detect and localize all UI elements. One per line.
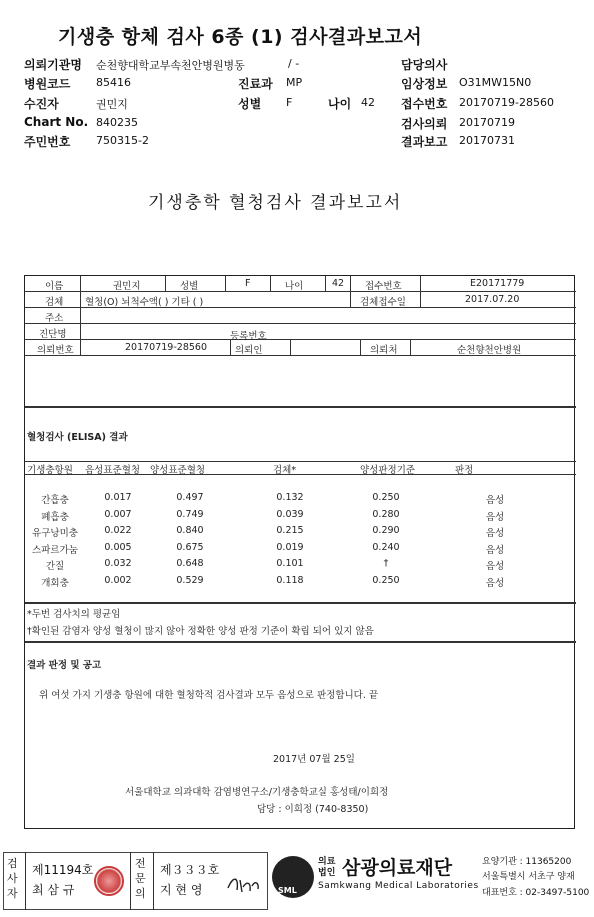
- result-cutoff: 0.250: [372, 492, 400, 503]
- footer: [0, 848, 594, 917]
- result-judge: 음성: [485, 561, 505, 572]
- examiner-label: 검사자: [7, 857, 18, 900]
- result-judge: 음성: [485, 544, 505, 556]
- id-label: 주민번호: [24, 135, 71, 149]
- result-neg: 0.017: [104, 492, 132, 503]
- report-date: 2017년 07월 25일: [273, 754, 355, 765]
- dept-label: 진료과: [238, 77, 273, 91]
- result-sample: 0.215: [276, 525, 304, 536]
- result-neg: 0.002: [104, 574, 132, 586]
- col-sample: 검체*: [273, 465, 297, 476]
- examiner-license: 제11194호: [32, 863, 94, 877]
- result-pos: 0.749: [176, 508, 204, 520]
- report-contact: 담당 : 이희정 (740-8350): [257, 804, 369, 815]
- result-pos: 0.497: [176, 492, 204, 503]
- sex-label-scan: 성별: [180, 281, 199, 292]
- result-pos: 0.529: [176, 574, 204, 586]
- id-value: 750315-2: [96, 134, 149, 147]
- result-judge: 음성: [485, 495, 505, 506]
- hospital-label: 의뢰기관명: [24, 58, 82, 72]
- sex-label: 성별: [238, 97, 262, 111]
- conclusion-text: 위 여섯 가지 기생충 항원에 대한 혈청학적 검사결과 모두 음성으로 판정합니다. 끝: [39, 690, 379, 701]
- col-pos: 양성표준혈청: [150, 465, 206, 476]
- doctor-label: 담당의사: [401, 58, 448, 72]
- receipt-value: 20170719-28560: [459, 96, 554, 109]
- receipt-label: 접수번호: [401, 97, 448, 111]
- signature-mark: [225, 874, 261, 896]
- col-antigen: 기생충항원: [27, 465, 73, 476]
- phone: 대표번호 : 02-3497-5100: [482, 888, 590, 898]
- request-value: 20170719: [459, 116, 515, 129]
- result-cutoff: 0.280: [372, 508, 400, 520]
- chart-label: Chart No.: [24, 115, 89, 129]
- result-name: 개회충: [41, 577, 69, 589]
- result-judge: 음성: [485, 511, 505, 523]
- age-value-scan: 42: [332, 278, 345, 289]
- report-label: 결과보고: [401, 135, 448, 149]
- result-sample: 0.039: [276, 508, 304, 520]
- specimen-label: 검체: [45, 297, 64, 308]
- address: 서울특별시 서초구 양재: [482, 872, 575, 882]
- report-org: 서울대학교 의과대학 감염병연구소/기생충학교실 홍성태/이희정: [125, 787, 389, 798]
- result-sample: 0.019: [276, 541, 304, 553]
- clinical-value: O31MW15N0: [459, 76, 532, 89]
- sex-value-scan: F: [245, 278, 251, 289]
- reqno-value: 20170719-28560: [125, 342, 208, 353]
- code-label: 병원코드: [24, 77, 71, 91]
- dept-value: MP: [286, 76, 303, 89]
- result-neg: 0.007: [104, 508, 132, 520]
- no-value: E20171779: [470, 278, 525, 289]
- conclusion-title: 결과 판정 및 공고: [27, 660, 102, 671]
- addr-label: 주소: [45, 313, 64, 324]
- col-cutoff: 양성판정기준: [360, 465, 416, 476]
- name-label: 이름: [45, 281, 64, 292]
- corp-name: 삼광의료재단: [342, 857, 453, 879]
- name-value: 권민지: [113, 281, 141, 292]
- patient-value: 권민지: [96, 98, 128, 111]
- reqno-label: 의뢰번호: [37, 345, 74, 356]
- specialist-name: 지 현 영: [160, 883, 203, 897]
- result-pos: 0.840: [176, 525, 204, 536]
- specimen-value: 혈청(O) 뇌척수액( ) 기타 ( ): [85, 297, 204, 308]
- result-neg: 0.032: [104, 558, 132, 569]
- result-judge: 음성: [485, 528, 505, 539]
- result-name: 유구낭미충: [32, 528, 78, 539]
- code-value: 85416: [96, 76, 131, 89]
- result-name: 간질: [45, 561, 65, 572]
- note-dagger: †확인된 감염자 양성 혈청이 많지 않아 정확한 양성 판정 기준이 확립 되어 있지 않음: [27, 626, 374, 637]
- result-judge: 음성: [485, 577, 505, 589]
- result-cutoff: 0.240: [372, 541, 400, 553]
- collect-label: 검체접수일: [360, 297, 406, 308]
- corp-small: 의료 법인: [318, 857, 336, 878]
- examiner-seal: [94, 866, 124, 896]
- result-cutoff: 0.290: [372, 525, 400, 536]
- corp-en: Samkwang Medical Laboratories: [318, 881, 479, 891]
- clinical-label: 임상정보: [401, 77, 448, 91]
- age-value: 42: [361, 96, 375, 109]
- result-sample: 0.101: [276, 558, 304, 569]
- diag-label: 진단명: [39, 329, 67, 340]
- report-title: 기생충 항체 검사 6종 (1) 검사결과보고서: [58, 26, 423, 48]
- specialist-license: 제３３３호: [160, 863, 220, 877]
- result-name: 폐흡충: [41, 511, 69, 523]
- no-label: 접수번호: [365, 281, 402, 292]
- result-name: 간흡충: [41, 495, 69, 506]
- result-cutoff: 0.250: [372, 574, 400, 586]
- report-value: 20170731: [459, 134, 515, 147]
- result-name: 스파르가눔: [32, 544, 78, 556]
- section-title: 혈청검사 (ELISA) 결과: [27, 432, 128, 443]
- result-neg: 0.022: [104, 525, 132, 536]
- age-label: 나이: [328, 97, 352, 111]
- inst-code: 요양기관 : 11365200: [482, 857, 572, 867]
- reqplace-value: 순천향천안병원: [457, 345, 522, 356]
- result-pos: 0.648: [176, 558, 204, 569]
- col-judge: 판정: [455, 465, 474, 476]
- patient-label: 수진자: [24, 97, 59, 111]
- result-sample: 0.132: [276, 492, 304, 503]
- ward-value: / -: [288, 57, 300, 70]
- reg-label: 등록번호: [230, 331, 267, 342]
- request-label: 검사의뢰: [401, 117, 448, 131]
- chart-value: 840235: [96, 116, 138, 129]
- examiner-name: 최 삼 규: [32, 883, 75, 897]
- age-label-scan: 나이: [285, 281, 304, 292]
- result-cutoff: †: [383, 558, 389, 569]
- collect-value: 2017.07.20: [465, 294, 520, 305]
- scan-title: 기생충학 혈청검사 결과보고서: [148, 193, 403, 213]
- report-sheet: [24, 275, 575, 829]
- hospital-value: 순천향대학교부속천안병원병동: [96, 59, 245, 72]
- result-pos: 0.675: [176, 541, 204, 553]
- result-sample: 0.118: [276, 574, 304, 586]
- specialist-label: 전문의: [135, 857, 146, 900]
- result-neg: 0.005: [104, 541, 132, 553]
- note-average: *두번 검사치의 평균임: [27, 609, 121, 620]
- col-neg: 음성표준혈청: [85, 465, 141, 476]
- reqdoc-label: 의뢰인: [235, 345, 263, 356]
- reqplace-label: 의뢰처: [370, 345, 398, 356]
- sml-text: SML: [278, 886, 297, 895]
- sex-value: F: [286, 96, 293, 109]
